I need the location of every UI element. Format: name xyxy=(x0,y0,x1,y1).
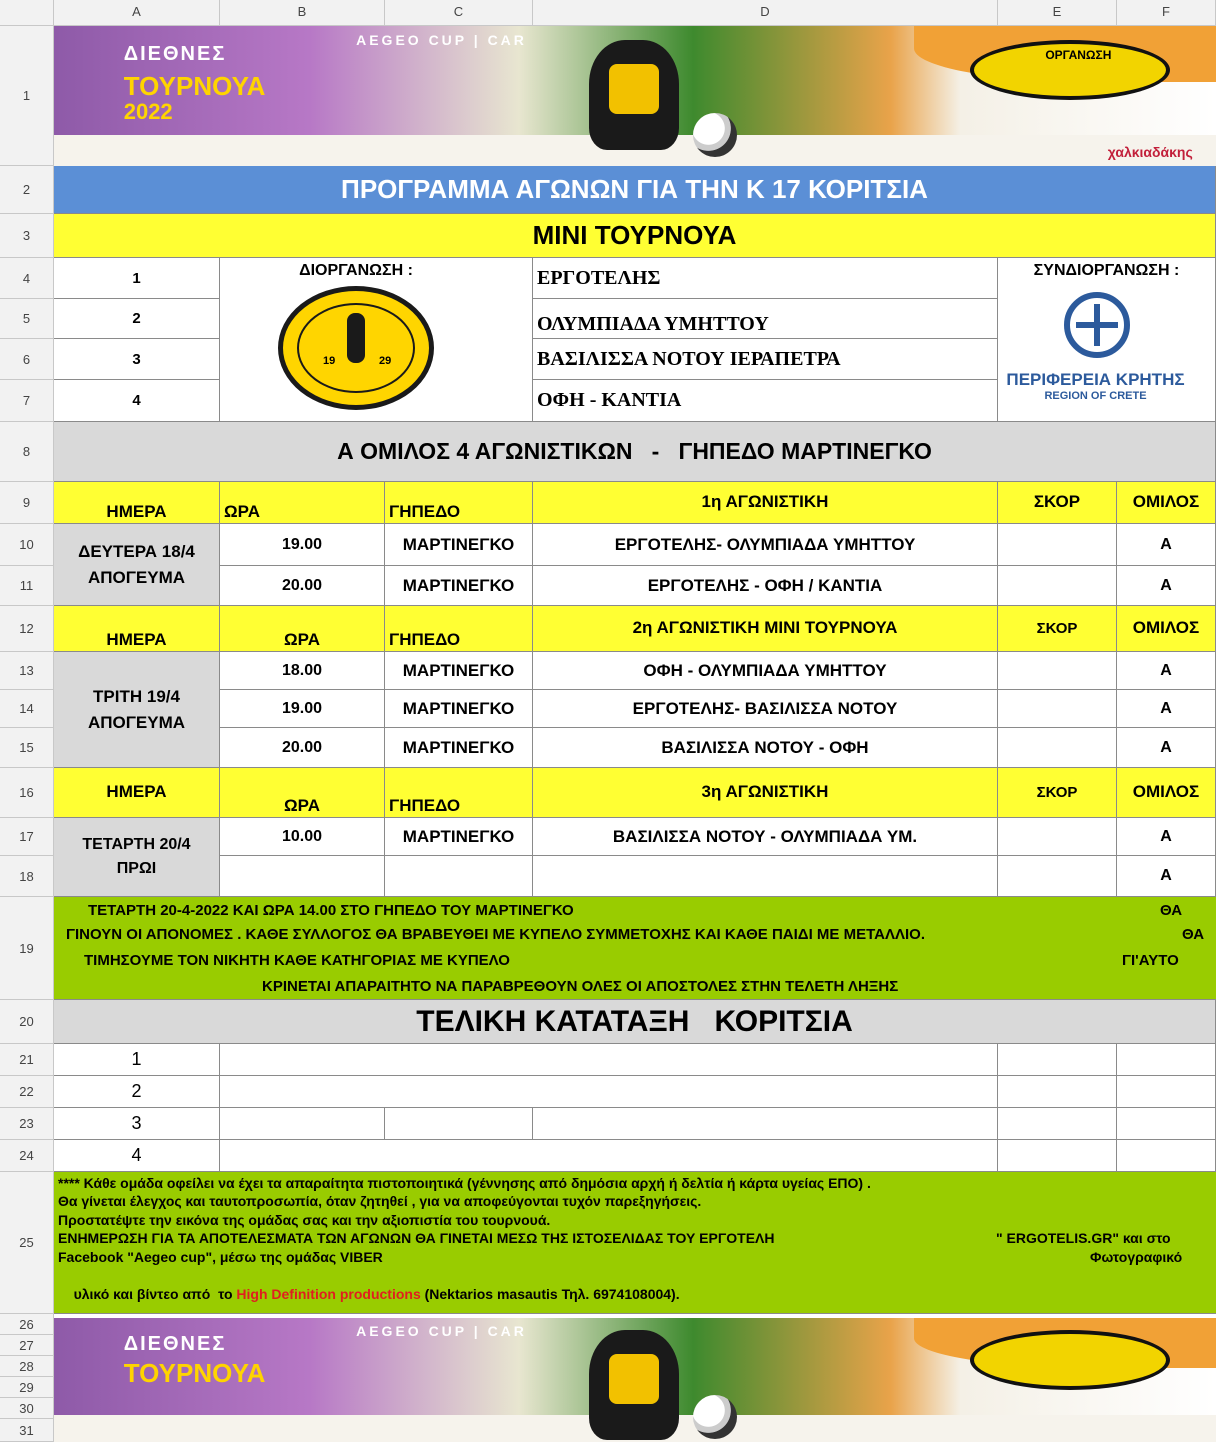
match-group-cell[interactable]: Α xyxy=(1117,728,1216,768)
row-header[interactable]: 17 xyxy=(0,818,54,856)
row-header[interactable]: 27 xyxy=(0,1335,54,1356)
match-day-period: ΑΠΟΓΕΥΜΑ xyxy=(87,712,186,732)
coorganizer-label: ΣΥΝΔΙΟΡΓΑΝΩΣΗ : xyxy=(1033,262,1180,279)
ceremony-line-4: ΚΡΙΝΕΤΑΙ ΑΠΑΡΑΙΤΗΤΟ ΝΑ ΠΑΡΑΒΡΕΘΟΥΝ ΟΛΕΣ ΟΙ ΑΠΟΣΤΟΛΕΣ ΣΤΗΝ ΤΕΛΕΤΗ ΛΗΞΗΣ xyxy=(262,978,899,995)
row-header[interactable]: 13 xyxy=(0,652,54,690)
match-fixture-cell[interactable]: ΒΑΣΙΛΙΣΣΑ ΝΟΤΟΥ - ΟΦΗ xyxy=(533,728,998,768)
ceremony-line-1: ΤΕΤΑΡΤΗ 20-4-2022 ΚΑΙ ΩΡΑ 14.00 ΣΤΟ ΓΗΠΕΔΟ ΤΟΥ ΜΑΡΤΙΝΕΓΚΟ xyxy=(88,902,574,919)
match-fixture-cell[interactable]: ΒΑΣΙΛΙΣΣΑ ΝΟΤΟΥ - ΟΛΥΜΠΙΑΔΑ ΥΜ. xyxy=(533,818,998,856)
column-header-b[interactable]: B xyxy=(220,0,385,26)
standings-position[interactable]: 3 xyxy=(54,1108,220,1140)
organizer-cell[interactable] xyxy=(220,258,533,422)
team-number-cell[interactable]: 2 xyxy=(54,299,220,339)
team-number-cell[interactable]: 1 xyxy=(54,258,220,299)
row-header[interactable]: 24 xyxy=(0,1140,54,1172)
award-ceremony-notice[interactable] xyxy=(54,897,1216,1000)
standings-team-cell[interactable] xyxy=(220,1140,998,1172)
match-field-cell[interactable]: ΜΑΡΤΙΝΕΓΚΟ xyxy=(385,566,533,606)
note-line-4: ΕΝΗΜΕΡΩΣΗ ΓΙΑ ΤΑ ΑΠΟΤΕΛΕΣΜΑΤΑ ΤΩΝ ΑΓΩΝΩΝ ΘΑ ΓΙΝΕΤΑΙ ΜΕΣΩ ΤΗΣ ΙΣΤΟΣΕΛΙΔΑΣ ΤΟΥ ΕΡΓΟΤΕΛΗ xyxy=(58,1230,775,1246)
column-header-f[interactable]: F xyxy=(1117,0,1216,26)
row-header[interactable]: 14 xyxy=(0,690,54,728)
row-header[interactable]: 4 xyxy=(0,258,54,299)
banner-title: ΔΙΕΘΝΕΣ xyxy=(123,1332,227,1355)
standings-score-cell[interactable] xyxy=(998,1108,1117,1140)
row-header[interactable]: 2 xyxy=(0,166,54,214)
standings-position[interactable]: 1 xyxy=(54,1044,220,1076)
match-fixture-cell[interactable]: ΟΦΗ - ΟΛΥΜΠΙΑΔΑ ΥΜΗΤΤΟΥ xyxy=(533,652,998,690)
row-header[interactable]: 15 xyxy=(0,728,54,768)
team-number-cell[interactable]: 3 xyxy=(54,339,220,380)
standings-group-cell[interactable] xyxy=(1117,1108,1216,1140)
row-header[interactable]: 30 xyxy=(0,1398,54,1419)
header-score[interactable]: ΣΚΟΡ xyxy=(998,606,1117,652)
team-name-cell[interactable]: ΒΑΣΙΛΙΣΣΑ ΝΟΤΟΥ ΙΕΡΑΠΕΤΡΑ xyxy=(533,339,998,380)
organizer-label: ΔΙΟΡΓΑΝΩΣΗ : xyxy=(299,262,413,279)
match-day-period: ΑΠΟΓΕΥΜΑ xyxy=(87,567,186,587)
banner-player-image xyxy=(589,1330,679,1440)
row-header[interactable]: 16 xyxy=(0,768,54,818)
header-time[interactable]: ΩΡΑ xyxy=(220,768,385,818)
row-header[interactable]: 6 xyxy=(0,339,54,380)
banner-title: ΔΙΕΘΝΕΣ xyxy=(123,42,227,65)
match-time-cell[interactable]: 20.00 xyxy=(220,728,385,768)
match-score-cell[interactable] xyxy=(998,690,1117,728)
football-icon xyxy=(693,113,737,157)
group-title[interactable]: Α ΟΜΙΛΟΣ 4 ΑΓΩΝΙΣΤΙΚΩΝ - ΓΗΠΕΔΟ ΜΑΡΤΙΝΕΓΚΟ xyxy=(54,422,1216,482)
crest-year-right: 29 xyxy=(379,355,392,367)
match-day-cell[interactable] xyxy=(54,652,220,768)
row-header[interactable]: 31 xyxy=(0,1419,54,1442)
match-score-cell[interactable] xyxy=(998,524,1117,566)
match-fixture-cell[interactable]: ΕΡΓΟΤΕΛΗΣ- ΟΛΥΜΠΙΑΔΑ ΥΜΗΤΤΟΥ xyxy=(533,524,998,566)
standings-team-cell[interactable] xyxy=(385,1108,533,1140)
match-group-cell[interactable]: Α xyxy=(1117,566,1216,606)
row-header[interactable]: 3 xyxy=(0,214,54,258)
column-header-a[interactable]: A xyxy=(54,0,220,26)
match-score-cell[interactable] xyxy=(998,652,1117,690)
football-icon xyxy=(693,1395,737,1439)
row-header[interactable]: 29 xyxy=(0,1377,54,1398)
match-field-cell[interactable]: ΜΑΡΤΙΝΕΓΚΟ xyxy=(385,818,533,856)
row-header[interactable]: 21 xyxy=(0,1044,54,1076)
match-score-cell[interactable] xyxy=(998,728,1117,768)
header-day[interactable]: ΗΜΕΡΑ xyxy=(54,768,220,818)
row-header[interactable]: 23 xyxy=(0,1108,54,1140)
banner-club-crest xyxy=(970,1330,1170,1390)
banner-subtitle: ΤΟΥΡΝΟΥΑ xyxy=(123,1357,266,1388)
banner-sponsor-text: χαλκιαδάκης xyxy=(1107,144,1193,161)
standings-score-cell[interactable] xyxy=(998,1140,1117,1172)
standings-position[interactable]: 2 xyxy=(54,1076,220,1108)
match-day-date: ΔΕΥΤΕΡΑ 18/4 xyxy=(78,541,195,561)
header-round-3[interactable]: 3η ΑΓΩΝΙΣΤΙΚΗ xyxy=(533,768,998,818)
match-group-cell[interactable]: Α xyxy=(1117,524,1216,566)
note-line-6-end: (Nektarios masautis Τηλ. 6974108004). xyxy=(420,1286,680,1302)
team-number-cell[interactable]: 4 xyxy=(54,380,220,422)
match-time-cell[interactable]: 19.00 xyxy=(220,524,385,566)
match-fixture-cell[interactable]: ΕΡΓΟΤΕΛΗΣ - ΟΦΗ / ΚΑΝΤΙΑ xyxy=(533,566,998,606)
match-time-cell[interactable]: 18.00 xyxy=(220,652,385,690)
match-field-cell[interactable]: ΜΑΡΤΙΝΕΓΚΟ xyxy=(385,652,533,690)
tournament-banner-image xyxy=(54,26,1216,166)
row-header[interactable]: 28 xyxy=(0,1356,54,1377)
match-group-cell[interactable]: Α xyxy=(1117,856,1216,897)
standings-group-cell[interactable] xyxy=(1117,1140,1216,1172)
header-time[interactable]: ΩΡΑ xyxy=(220,482,385,524)
emblem-cross-horizontal xyxy=(1076,322,1118,328)
row-header[interactable]: 9 xyxy=(0,482,54,524)
row-header[interactable]: 20 xyxy=(0,1000,54,1044)
crest-year-left: 19 xyxy=(323,355,336,367)
banner-year: 2022 xyxy=(123,98,173,124)
header-group[interactable]: ΟΜΙΛΟΣ xyxy=(1117,606,1216,652)
schedule-title[interactable]: ΠΡΟΓΡΑΜΜΑ ΑΓΩΝΩΝ ΓΙΑ ΤΗΝ Κ 17 ΚΟΡΙΤΣΙΑ xyxy=(54,166,1216,214)
header-group[interactable]: ΟΜΙΛΟΣ xyxy=(1117,482,1216,524)
note-line-5: Facebook "Aegeo cup", μέσω της ομάδας VIBER xyxy=(58,1249,383,1265)
region-name: ΠΕΡΙΦΕΡΕΙΑ ΚΡΗΤΗΣ xyxy=(1006,370,1185,389)
match-time-cell[interactable] xyxy=(220,856,385,897)
row-header[interactable]: 8 xyxy=(0,422,54,482)
standings-group-cell[interactable] xyxy=(1117,1044,1216,1076)
match-day-period: ΠΡΩΙ xyxy=(116,860,157,877)
standings-team-cell[interactable] xyxy=(220,1108,385,1140)
banner-cup-title: AEGEO CUP | CAR xyxy=(356,31,527,48)
match-score-cell[interactable] xyxy=(998,818,1117,856)
match-field-cell[interactable]: ΜΑΡΤΙΝΕΓΚΟ xyxy=(385,524,533,566)
match-day-date: ΤΡΙΤΗ 19/4 xyxy=(93,686,180,706)
region-of-crete-emblem xyxy=(1064,292,1130,358)
note-line-5-end: Φωτογραφικό xyxy=(1090,1249,1183,1265)
row-header[interactable]: 7 xyxy=(0,380,54,422)
row-header[interactable]: 18 xyxy=(0,856,54,897)
header-day[interactable]: ΗΜΕΡΑ xyxy=(54,482,220,524)
match-field-cell[interactable] xyxy=(385,856,533,897)
match-group-cell[interactable]: Α xyxy=(1117,690,1216,728)
ceremony-line-2-end: ΘΑ xyxy=(1182,926,1205,943)
match-day-cell[interactable] xyxy=(54,818,220,897)
team-name-cell[interactable]: ΕΡΓΟΤΕΛΗΣ xyxy=(533,258,998,299)
banner-subtitle: ΤΟΥΡΝΟΥΑ xyxy=(123,70,266,101)
standings-group-cell[interactable] xyxy=(1117,1076,1216,1108)
column-header-c[interactable]: C xyxy=(385,0,533,26)
final-standings-title[interactable]: ΤΕΛΙΚΗ ΚΑΤΑΤΑΞΗ ΚΟΡΙΤΣΙΑ xyxy=(54,1000,1216,1044)
match-fixture-cell[interactable]: ΕΡΓΟΤΕΛΗΣ- ΒΑΣΙΛΙΣΣΑ ΝΟΤΟΥ xyxy=(533,690,998,728)
note-line-2: Θα γίνεται έλεγχος και ταυτοπροσωπία, όταν ζητηθεί , για να αποφεύγονται τυχόν παρεξηγήσεις. xyxy=(58,1193,702,1209)
row-header[interactable]: 10 xyxy=(0,524,54,566)
standings-position[interactable]: 4 xyxy=(54,1140,220,1172)
corner-cell[interactable] xyxy=(0,0,54,26)
ceremony-line-3-end: ΓΙ'ΑΥΤΟ xyxy=(1122,952,1179,969)
match-time-cell[interactable]: 10.00 xyxy=(220,818,385,856)
ceremony-line-3: ΤΙΜΗΣΟΥΜΕ ΤΟΝ ΝΙΚΗΤΗ ΚΑΘΕ ΚΑΤΗΓΟΡΙΑΣ ΜΕ ΚΥΠΕΛΟ xyxy=(84,952,510,969)
header-field[interactable]: ΓΗΠΕΔΟ xyxy=(385,606,533,652)
column-header-d[interactable]: D xyxy=(533,0,998,26)
match-day-cell[interactable] xyxy=(54,524,220,606)
coorganizer-cell[interactable] xyxy=(998,258,1216,422)
row-header[interactable]: 11 xyxy=(0,566,54,606)
row-header[interactable]: 22 xyxy=(0,1076,54,1108)
mini-tournament-heading[interactable]: ΜΙΝΙ ΤΟΥΡΝΟΥΑ xyxy=(54,214,1216,258)
header-score[interactable]: ΣΚΟΡ xyxy=(998,768,1117,818)
production-company-link[interactable]: High Definition productions xyxy=(236,1286,421,1302)
header-field[interactable]: ΓΗΠΕΔΟ xyxy=(385,768,533,818)
row-header[interactable]: 19 xyxy=(0,897,54,1000)
row-header[interactable]: 26 xyxy=(0,1314,54,1335)
header-score[interactable]: ΣΚΟΡ xyxy=(998,482,1117,524)
standings-team-cell[interactable] xyxy=(220,1076,998,1108)
standings-score-cell[interactable] xyxy=(998,1044,1117,1076)
team-name-cell[interactable]: ΟΦΗ - ΚΑΝΤΙΑ xyxy=(533,380,998,422)
note-line-6 xyxy=(58,1266,680,1323)
match-group-cell[interactable]: Α xyxy=(1117,652,1216,690)
tournament-rules-notes[interactable] xyxy=(54,1172,1216,1314)
banner-organizer: ΟΡΓΑΝΩΣΗ xyxy=(1045,48,1112,63)
row-header[interactable]: 5 xyxy=(0,299,54,339)
ceremony-line-1-end: ΘΑ xyxy=(1160,902,1183,919)
header-round-2[interactable]: 2η ΑΓΩΝΙΣΤΙΚΗ ΜΙΝΙ ΤΟΥΡΝΟΥΑ xyxy=(533,606,998,652)
header-field[interactable]: ΓΗΠΕΔΟ xyxy=(385,482,533,524)
note-line-3: Προστατέψτε την εικόνα της ομάδας σας και την αξιοπιστία του τουρνουά. xyxy=(58,1212,551,1228)
match-fixture-cell[interactable] xyxy=(533,856,998,897)
region-name-english: REGION OF CRETE xyxy=(1044,390,1147,402)
note-line-4-end: " ERGOTELIS.GR" και στο xyxy=(996,1230,1171,1246)
column-header-e[interactable]: E xyxy=(998,0,1117,26)
ceremony-line-2: ΓΙΝΟΥΝ ΟΙ ΑΠΟΝΟΜΕΣ . ΚΑΘΕ ΣΥΛΛΟΓΟΣ ΘΑ ΒΡΑΒΕΥΘΕΙ ΜΕ ΚΥΠΕΛΟ ΣΥΜΜΕΤΟΧΗΣ ΚΑΙ ΚΑΘΕ ΠΑΙΔΙ ΜΕ ΜΕΤΑΛΛΙΟ. xyxy=(66,926,925,943)
standings-team-cell[interactable] xyxy=(533,1108,998,1140)
standings-score-cell[interactable] xyxy=(998,1076,1117,1108)
header-day[interactable]: ΗΜΕΡΑ xyxy=(54,606,220,652)
match-time-cell[interactable]: 19.00 xyxy=(220,690,385,728)
header-time[interactable]: ΩΡΑ xyxy=(220,606,385,652)
row-header[interactable]: 25 xyxy=(0,1172,54,1314)
note-line-6-start: υλικό και βίντεο από το xyxy=(73,1286,237,1302)
match-group-cell[interactable]: Α xyxy=(1117,818,1216,856)
match-time-cell[interactable]: 20.00 xyxy=(220,566,385,606)
match-day-date: ΤΕΤΑΡΤΗ 20/4 xyxy=(82,836,191,853)
banner-player-image xyxy=(589,40,679,150)
row-header[interactable]: 12 xyxy=(0,606,54,652)
header-group[interactable]: ΟΜΙΛΟΣ xyxy=(1117,768,1216,818)
match-score-cell[interactable] xyxy=(998,566,1117,606)
row-header[interactable]: 1 xyxy=(0,26,54,166)
note-line-1: **** Κάθε ομάδα οφείλει να έχει τα απαραίτητα πιστοποιητικά (γέννησης από δημόσια αρχή ή δελτία ή κάρτα υγείας ΕΠΟ) . xyxy=(58,1175,871,1191)
match-field-cell[interactable]: ΜΑΡΤΙΝΕΓΚΟ xyxy=(385,690,533,728)
ergotelis-crest-logo xyxy=(278,286,434,410)
header-round-1[interactable]: 1η ΑΓΩΝΙΣΤΙΚΗ xyxy=(533,482,998,524)
match-field-cell[interactable]: ΜΑΡΤΙΝΕΓΚΟ xyxy=(385,728,533,768)
team-name-cell[interactable]: ΟΛΥΜΠΙΑΔΑ ΥΜΗΤΤΟΥ xyxy=(533,299,998,339)
standings-team-cell[interactable] xyxy=(220,1044,998,1076)
banner-cup-title: AEGEO CUP | CAR xyxy=(356,1322,527,1339)
tournament-banner-image-repeat xyxy=(54,1318,1216,1442)
crest-athlete-icon xyxy=(347,313,365,363)
match-score-cell[interactable] xyxy=(998,856,1117,897)
